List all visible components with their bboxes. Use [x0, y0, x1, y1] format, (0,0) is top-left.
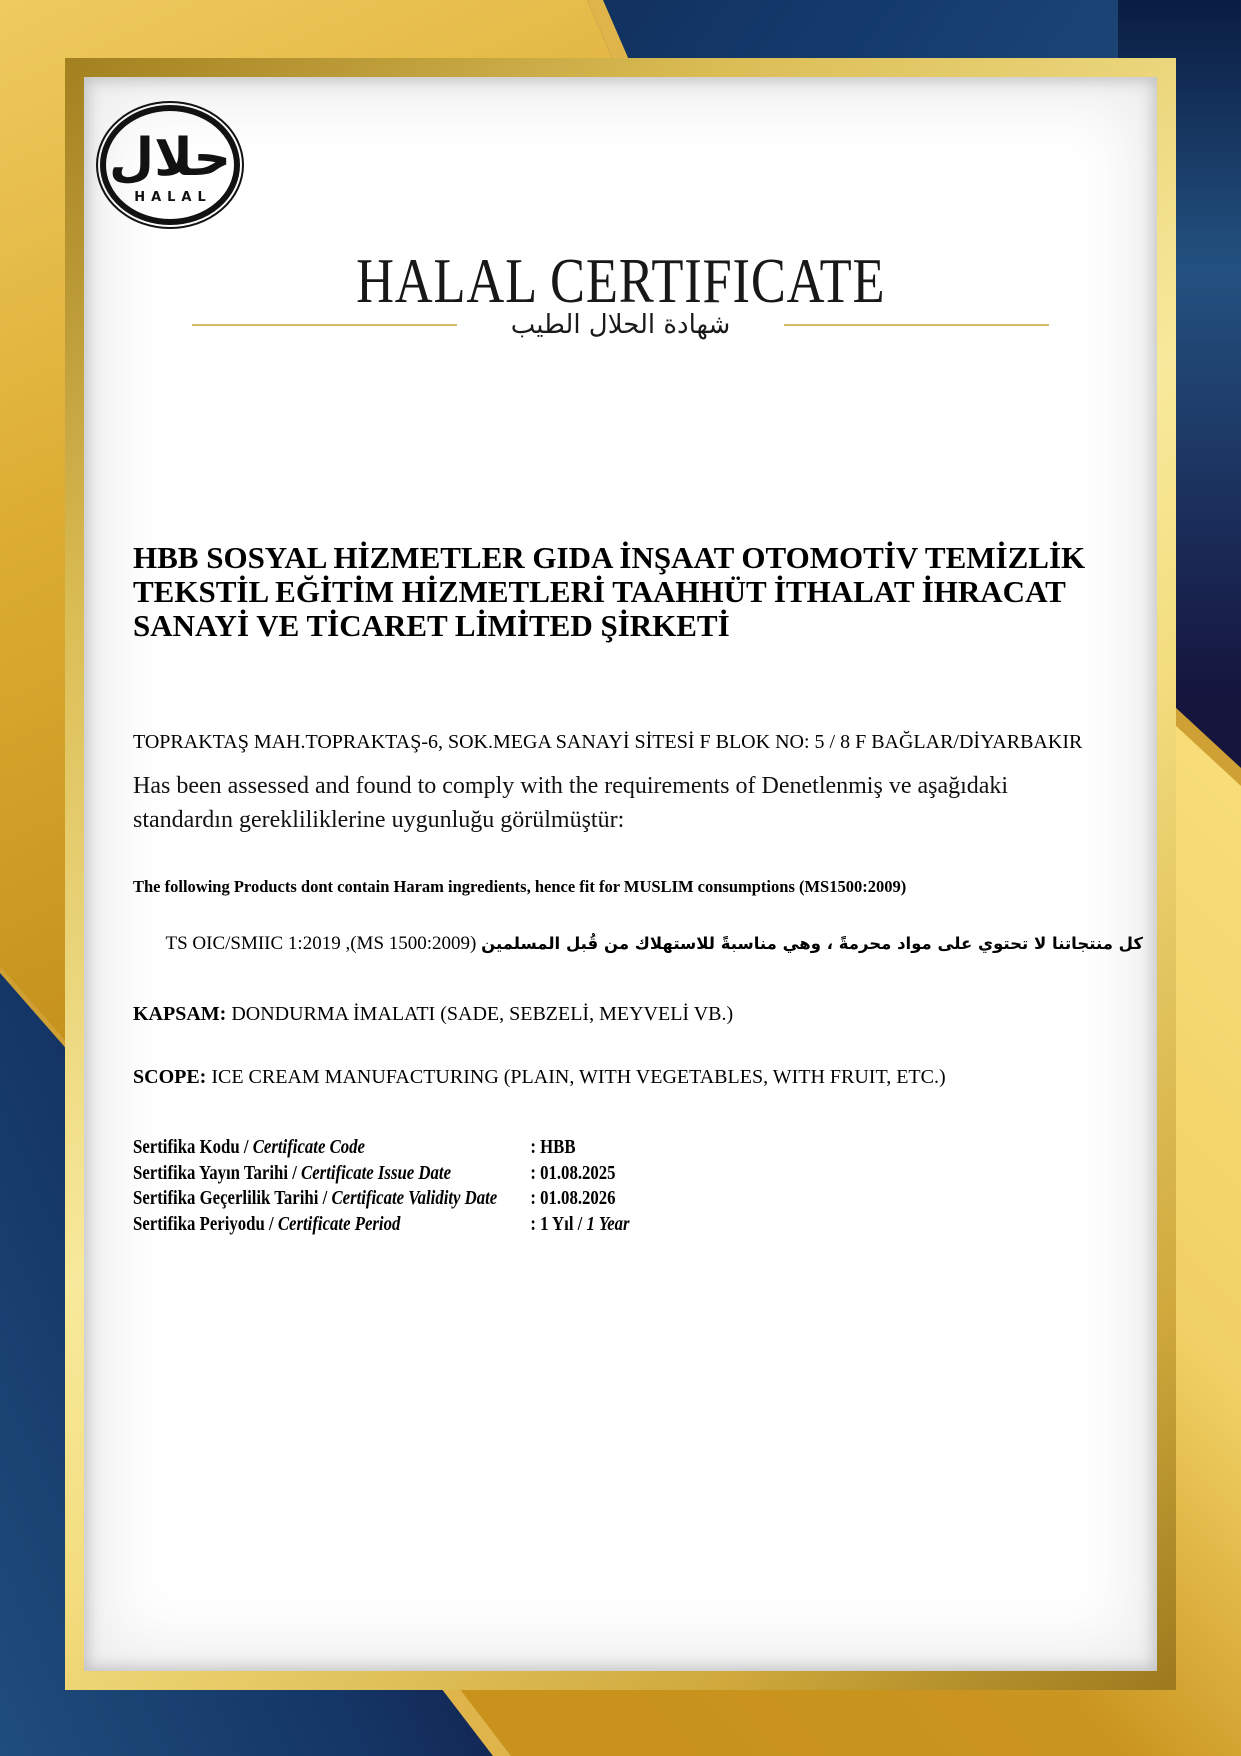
- company-name-line: SANAYİ VE TİCARET LİMİTED ŞİRKETİ: [133, 608, 730, 643]
- scope-label: SCOPE:: [133, 1066, 207, 1088]
- subtitle-row: [84, 303, 1157, 347]
- products-statement: The following Products dont contain Haram ingredients, hence fit for MUSLIM consumptions (MS1500:2009): [133, 877, 907, 896]
- logo-latin-text: HALAL: [134, 190, 212, 205]
- certificate-details: [133, 1135, 1002, 1237]
- assessment-line: standardın gerekliliklerine uygunluğu görülmüştür:: [133, 807, 625, 833]
- certificate-paper: [84, 77, 1157, 1671]
- halal-logo: [94, 99, 246, 231]
- page-title: HALAL CERTIFICATE: [355, 245, 886, 316]
- arabic-statement-text: كل منتجاتنا لا تحتوي على مواد محرمةً ، وهي مناسبةً للاستهلاك من قُبل المسلمين: [481, 934, 1143, 953]
- detail-value: : 1 Yıl / 1 Year: [530, 1213, 630, 1235]
- detail-row: [133, 1161, 1002, 1187]
- subtitle-divider-left: [192, 324, 457, 326]
- kapsam-value: DONDURMA İMALATI (SADE, SEBZELİ, MEYVELİ VB.): [231, 1003, 734, 1025]
- scope-row: [133, 1066, 1143, 1089]
- gold-frame: [65, 58, 1176, 1690]
- company-name: [133, 541, 1113, 643]
- arabic-statement-standards: (MS 1500:2009), TS OIC/SMIIC 1:2019: [165, 933, 477, 954]
- detail-value: : HBB: [530, 1137, 576, 1158]
- detail-row: [133, 1135, 1002, 1161]
- detail-value: : 01.08.2025: [530, 1162, 616, 1184]
- scope-value: ICE CREAM MANUFACTURING (PLAIN, WITH VEGETABLES, WITH FRUIT, ETC.): [211, 1066, 946, 1088]
- assessment-line: Has been assessed and found to comply with the requirements of Denetlenmiş ve aşağıdaki: [133, 773, 1009, 799]
- company-name-line: HBB SOSYAL HİZMETLER GIDA İNŞAAT OTOMOTİV TEMİZLİK: [133, 540, 1086, 575]
- detail-label: Sertifika Kodu / Certificate Code: [133, 1137, 365, 1158]
- company-name-line: TEKSTİL EĞİTİM HİZMETLERİ TAAHHÜT İTHALAT İHRACAT: [133, 574, 1066, 609]
- subtitle-arabic: شهادة الحلال الطيب: [510, 310, 731, 340]
- company-address: TOPRAKTAŞ MAH.TOPRAKTAŞ-6, SOK.MEGA SANAYİ SİTESİ F BLOK NO: 5 / 8 F BAĞLAR/DİYARBAKIR: [133, 731, 1083, 753]
- detail-value: : 01.08.2026: [530, 1188, 616, 1209]
- arabic-statement: [133, 933, 1143, 955]
- kapsam-row: [133, 1003, 1143, 1026]
- kapsam-label: KAPSAM:: [133, 1003, 227, 1025]
- logo-arabic-text: حلال: [108, 128, 232, 188]
- detail-label: Sertifika Yayın Tarihi / Certificate Issue Date: [133, 1162, 452, 1184]
- detail-label: Sertifika Periyodu / Certificate Period: [133, 1213, 401, 1235]
- assessment-statement: [133, 769, 1143, 837]
- subtitle-divider-right: [784, 324, 1049, 326]
- detail-label: Sertifika Geçerlilik Tarihi / Certificate Validity Date: [133, 1188, 498, 1209]
- detail-row: [133, 1186, 1002, 1212]
- detail-row: [133, 1212, 1002, 1238]
